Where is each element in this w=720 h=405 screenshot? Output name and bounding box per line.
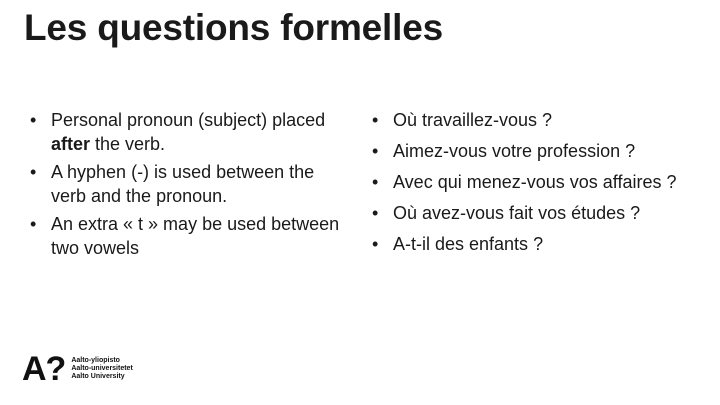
- list-item: [366, 108, 716, 132]
- logo-line: Aalto-yliopisto: [71, 357, 120, 364]
- list-item-text: Avec qui menez-vous vos affaires ?: [393, 172, 677, 192]
- logo-wordmark: [71, 357, 132, 381]
- list-item-text: Aimez-vous votre profession ?: [393, 141, 636, 161]
- list-item-text-end: the verb.: [90, 134, 166, 154]
- bullet-icon: •: [30, 110, 37, 130]
- logo-line: Aalto University: [71, 373, 125, 380]
- slide-title: Les questions formelles: [24, 7, 443, 48]
- list-item-text: Où avez-vous fait vos études ?: [393, 203, 641, 223]
- list-item-text-start: Personal pronoun (subject) placed: [51, 110, 326, 130]
- explanation-list: [24, 108, 344, 264]
- bullet-icon: •: [30, 162, 37, 182]
- list-item: [366, 201, 716, 225]
- list-item-text: A-t-il des enfants ?: [393, 234, 544, 254]
- list-item: [24, 212, 344, 260]
- bullet-icon: •: [372, 172, 379, 192]
- bullet-icon: •: [372, 203, 379, 223]
- list-item-text: An extra « t » may be used between two vowels: [51, 214, 340, 258]
- list-item: [24, 160, 344, 208]
- list-item: [24, 108, 344, 156]
- list-item: [366, 139, 716, 163]
- bullet-icon: •: [372, 110, 379, 130]
- list-item: [366, 170, 716, 194]
- list-item-text: A hyphen (-) is used between the verb and the pronoun.: [51, 162, 315, 206]
- bullet-icon: •: [372, 141, 379, 161]
- bullet-icon: •: [372, 234, 379, 254]
- logo-line: Aalto-universitetet: [71, 365, 133, 372]
- list-item-emphasis: after: [51, 134, 91, 154]
- example-list: [366, 108, 716, 263]
- logo-mark: A?: [22, 350, 66, 388]
- list-item-text: Où travaillez-vous ?: [393, 110, 553, 130]
- list-item: [366, 232, 716, 256]
- bullet-icon: •: [30, 214, 37, 234]
- aalto-logo: [22, 352, 133, 386]
